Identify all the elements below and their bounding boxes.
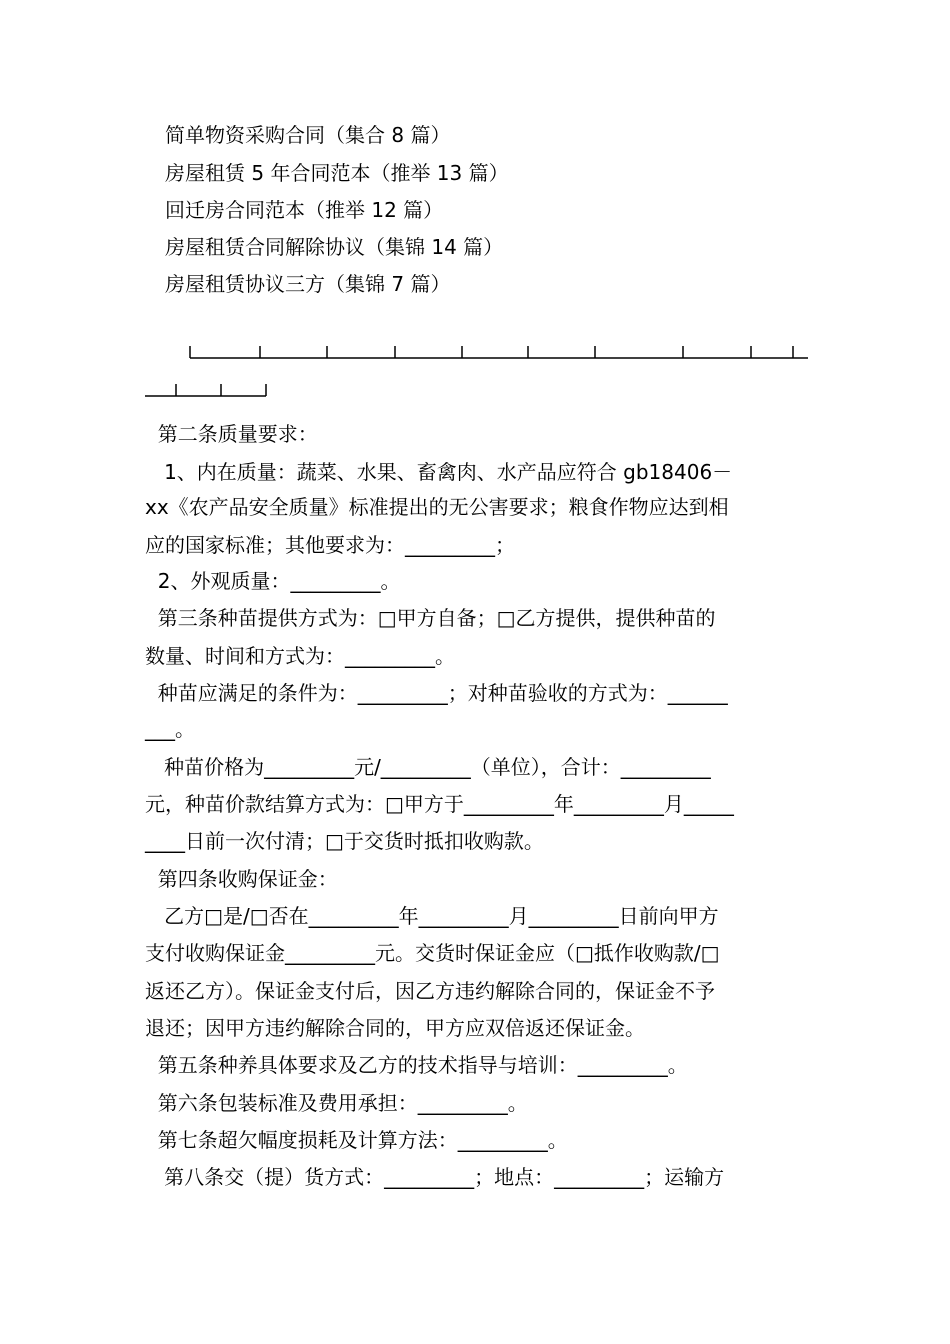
clause-text: ___。 — [145, 717, 195, 741]
related-article-link[interactable]: 房屋租赁合同解除协议（集锦 14 篇） — [165, 235, 504, 259]
clause-text: 支付收购保证金_________元。交货时保证金应（□抵作收购款/□ — [145, 941, 720, 965]
clause-text: 元，种苗价款结算方式为：□甲方于_________年_________月_____ — [145, 792, 734, 816]
clause-heading: 第三条种苗提供方式为：□甲方自备；□乙方提供，提供种苗的 — [145, 606, 716, 630]
related-article-link[interactable]: 简单物资采购合同（集合 8 篇） — [165, 123, 451, 147]
clause-heading: 第四条收购保证金： — [145, 867, 338, 891]
clause-heading: 第八条交（提）货方式：_________；地点：_________；运输方 — [145, 1165, 725, 1189]
clause-text: 应的国家标准；其他要求为：_________； — [145, 533, 515, 557]
clause-text: 数量、时间和方式为：_________。 — [145, 644, 455, 668]
related-article-link[interactable]: 房屋租赁协议三方（集锦 7 篇） — [165, 272, 451, 296]
related-article-link[interactable]: 回迁房合同范本（推举 12 篇） — [165, 198, 444, 222]
clause-text: 种苗应满足的条件为：_________；对种苗验收的方式为：______ — [145, 681, 728, 705]
table-border-fragment — [145, 340, 815, 400]
clause-text: 返还乙方）。保证金支付后，因乙方违约解除合同的，保证金不予 — [145, 979, 715, 1003]
clause-text: xx《农产品安全质量》标准提出的无公害要求；粮食作物应达到相 — [145, 495, 729, 519]
clause-heading: 第五条种养具体要求及乙方的技术指导与培训：_________。 — [145, 1053, 688, 1077]
clause-text: 1、内在质量：蔬菜、水果、畜禽肉、水产品应符合 gb18406－ — [145, 460, 733, 484]
clause-heading: 第七条超欠幅度损耗及计算方法：_________。 — [145, 1128, 568, 1152]
related-article-link[interactable]: 房屋租赁 5 年合同范本（推举 13 篇） — [165, 161, 509, 185]
clause-text: 退还；因甲方违约解除合同的，甲方应双倍返还保证金。 — [145, 1016, 645, 1040]
clause-text: 种苗价格为_________元/_________（单位），合计：_________ — [145, 755, 711, 779]
clause-text: 2、外观质量：_________。 — [145, 569, 401, 593]
clause-text: ____日前一次付清；□于交货时抵扣收购款。 — [145, 829, 544, 853]
clause-heading: 第六条包装标准及费用承担：_________。 — [145, 1091, 528, 1115]
clause-heading: 第二条质量要求： — [145, 422, 318, 446]
clause-text: 乙方□是/□否在_________年_________月_________日前向甲方 — [145, 904, 719, 928]
